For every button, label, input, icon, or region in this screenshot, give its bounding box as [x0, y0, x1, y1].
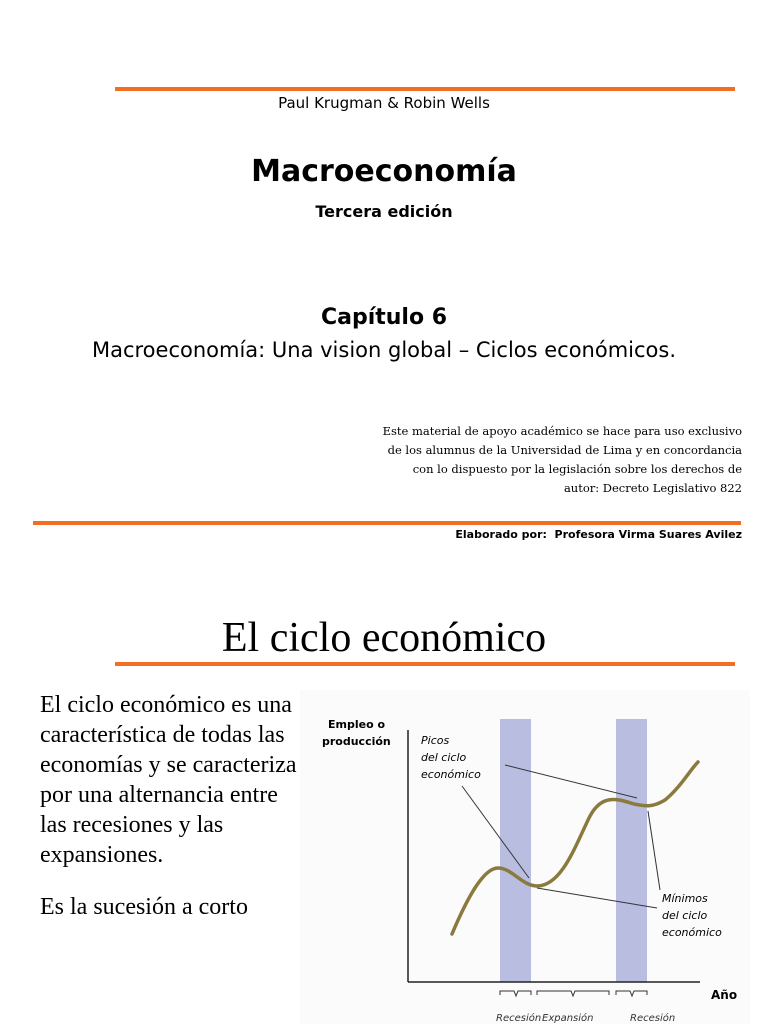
chapter-subtitle: Macroeconomía: Una vision global – Ciclos económicos.: [91, 338, 677, 362]
recession-band: [616, 719, 647, 982]
disclaimer: [362, 422, 742, 498]
disclaimer-line: Este material de apoyo académico se hace para uso exclusivo: [382, 424, 742, 438]
disclaimer-line: autor: Decreto Legislativo 822: [563, 481, 742, 495]
peaks-label: económico: [421, 768, 481, 781]
troughs-label: Mínimos: [662, 892, 708, 905]
bottom-divider: [33, 521, 741, 525]
business-cycle-diagram: [300, 690, 750, 1024]
y-axis-label: producción: [322, 735, 391, 748]
troughs-label: económico: [662, 926, 722, 939]
authors: Paul Krugman & Robin Wells: [278, 94, 490, 112]
top-divider: [115, 87, 735, 91]
paragraph: Es la sucesión a corto: [40, 894, 248, 920]
phase-label: Recesión: [496, 1013, 542, 1024]
disclaimer-line: de los alumnus de la Universidad de Lima y en concordancia: [387, 443, 742, 457]
phase-label: Expansión: [542, 1013, 594, 1024]
phase-label: Recesión: [630, 1013, 676, 1024]
x-axis-label: Año: [711, 988, 738, 1002]
slide-title: El ciclo económico: [221, 615, 547, 661]
credits: Elaborado por: Profesora Virma Suares Avilez: [455, 528, 742, 541]
peaks-label: Picos: [421, 734, 450, 747]
paragraph: El ciclo económico es una característica de todas las economías y se caracteriza por una alternancia entre las recesiones y las expansiones.: [40, 692, 297, 868]
edition: Tercera edición: [315, 202, 453, 221]
book-title: Macroeconomía: [251, 154, 517, 189]
recession-band: [500, 719, 531, 982]
business-cycle-figure: [300, 690, 750, 1024]
body-text: [40, 690, 302, 944]
chapter-heading: Capítulo 6: [320, 305, 448, 330]
peaks-label: del ciclo: [421, 751, 467, 764]
title-divider: [115, 662, 735, 666]
disclaimer-line: con lo dispuesto por la legislación sobre los derechos de: [412, 462, 742, 476]
y-axis-label: Empleo o: [328, 718, 386, 731]
troughs-label: del ciclo: [662, 909, 708, 922]
